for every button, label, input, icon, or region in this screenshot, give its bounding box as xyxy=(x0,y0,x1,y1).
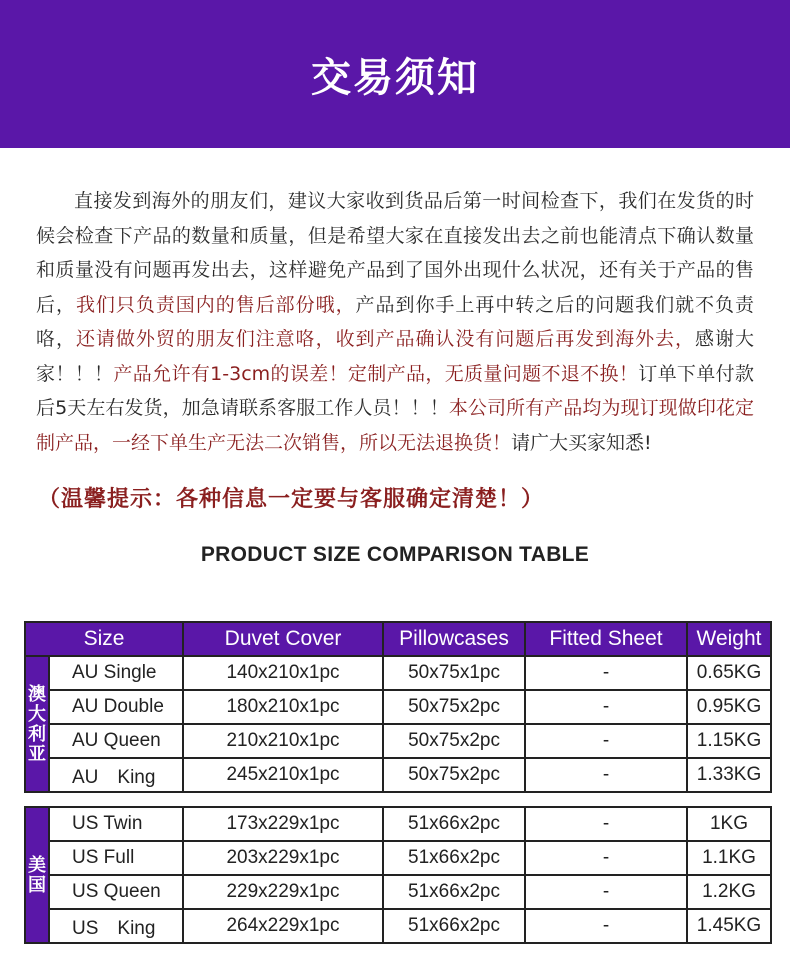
table-row xyxy=(25,807,771,841)
size-cell: AU Queen xyxy=(49,724,183,758)
header-banner xyxy=(0,0,790,148)
table-row xyxy=(25,656,771,690)
warm-tip: （温馨提示：各种信息一定要与客服确定清楚！） xyxy=(38,487,545,512)
table-header-row xyxy=(25,622,771,656)
region-label-char: 美 xyxy=(28,855,46,875)
duvet-cover-cell: 264x229x1pc xyxy=(183,909,383,943)
notice-text: 订单下单付款后5天左右发货，加急请联系客服工作人员！！！ xyxy=(36,362,754,419)
weight-cell: 0.65KG xyxy=(687,656,771,690)
notice-text: 直接发到海外的朋友们，建议大家收到货品后第一时间检查下，我们在发货的时候会检查下产品的数量和质量，但是希望大家在直接发出去之前也能清点下确认数量和质量没有问题再发出去，这样避免产品到了国外出现什么状况，还有关于产品的售后， xyxy=(36,190,754,316)
size-cell: US King xyxy=(49,909,183,943)
header-size: Size xyxy=(25,622,183,656)
notice-text: 请广大买家知悉! xyxy=(511,431,652,454)
fitted-sheet-cell: - xyxy=(525,807,687,841)
weight-cell: 0.95KG xyxy=(687,690,771,724)
fitted-sheet-cell: - xyxy=(525,841,687,875)
size-table-au xyxy=(24,621,772,793)
region-label-char: 国 xyxy=(28,875,46,895)
weight-cell: 1.33KG xyxy=(687,758,771,792)
table-row xyxy=(25,758,771,792)
duvet-cover-cell: 140x210x1pc xyxy=(183,656,383,690)
region-label-char: 澳 xyxy=(28,684,46,704)
weight-cell: 1.2KG xyxy=(687,875,771,909)
fitted-sheet-cell: - xyxy=(525,758,687,792)
pillowcases-cell: 51x66x2pc xyxy=(383,841,525,875)
size-cell: US Full xyxy=(49,841,183,875)
pillowcases-cell: 51x66x2pc xyxy=(383,807,525,841)
fitted-sheet-cell: - xyxy=(525,690,687,724)
duvet-cover-cell: 210x210x1pc xyxy=(183,724,383,758)
header-weight: Weight xyxy=(687,622,771,656)
table-row xyxy=(25,724,771,758)
notice-highlight: 我们只负责国内的售后部份哦， xyxy=(75,293,356,316)
pillowcases-cell: 51x66x2pc xyxy=(383,909,525,943)
table-row xyxy=(25,909,771,943)
size-cell: US Queen xyxy=(49,875,183,909)
weight-cell: 1.1KG xyxy=(687,841,771,875)
notice-text: 产品到你手上再中转之后的问题我们就不负责咯， xyxy=(36,293,754,350)
region-label-char: 亚 xyxy=(28,744,46,764)
region-label-char: 利 xyxy=(28,724,46,744)
notice-text: 感谢大家！！！ xyxy=(36,328,754,385)
header-duvet-cover: Duvet Cover xyxy=(183,622,383,656)
duvet-cover-cell: 203x229x1pc xyxy=(183,841,383,875)
table-row xyxy=(25,875,771,909)
duvet-cover-cell: 245x210x1pc xyxy=(183,758,383,792)
pillowcases-cell: 50x75x2pc xyxy=(383,690,525,724)
weight-cell: 1.45KG xyxy=(687,909,771,943)
weight-cell: 1KG xyxy=(687,807,771,841)
table-row xyxy=(25,690,771,724)
pillowcases-cell: 51x66x2pc xyxy=(383,875,525,909)
header-pillowcases: Pillowcases xyxy=(383,622,525,656)
region-label-australia xyxy=(25,656,49,792)
fitted-sheet-cell: - xyxy=(525,875,687,909)
page-title: 交易须知 xyxy=(311,54,479,101)
fitted-sheet-cell: - xyxy=(525,909,687,943)
table-title: PRODUCT SIZE COMPARISON TABLE xyxy=(200,543,590,566)
weight-cell: 1.15KG xyxy=(687,724,771,758)
size-cell: AU Double xyxy=(49,690,183,724)
pillowcases-cell: 50x75x2pc xyxy=(383,758,525,792)
notice-paragraph xyxy=(36,184,754,460)
size-cell: AU King xyxy=(49,758,183,792)
duvet-cover-cell: 173x229x1pc xyxy=(183,807,383,841)
duvet-cover-cell: 229x229x1pc xyxy=(183,875,383,909)
notice-highlight: 本公司所有产品均为现订现做印花定制产品，一经下单生产无法二次销售，所以无法退换货！ xyxy=(36,397,754,454)
header-fitted-sheet: Fitted Sheet xyxy=(525,622,687,656)
size-table-us xyxy=(24,806,772,944)
duvet-cover-cell: 180x210x1pc xyxy=(183,690,383,724)
notice-highlight: 产品允许有1-3cm的误差！定制产品，无质量问题不退不换！ xyxy=(113,362,639,385)
pillowcases-cell: 50x75x2pc xyxy=(383,724,525,758)
fitted-sheet-cell: - xyxy=(525,656,687,690)
fitted-sheet-cell: - xyxy=(525,724,687,758)
notice-highlight: 还请做外贸的朋友们注意咯，收到产品确认没有问题后再发到海外去， xyxy=(75,328,696,350)
size-cell: US Twin xyxy=(49,807,183,841)
table-row xyxy=(25,841,771,875)
pillowcases-cell: 50x75x1pc xyxy=(383,656,525,690)
region-label-char: 大 xyxy=(28,704,46,724)
size-cell: AU Single xyxy=(49,656,183,690)
region-label-usa xyxy=(25,807,49,943)
